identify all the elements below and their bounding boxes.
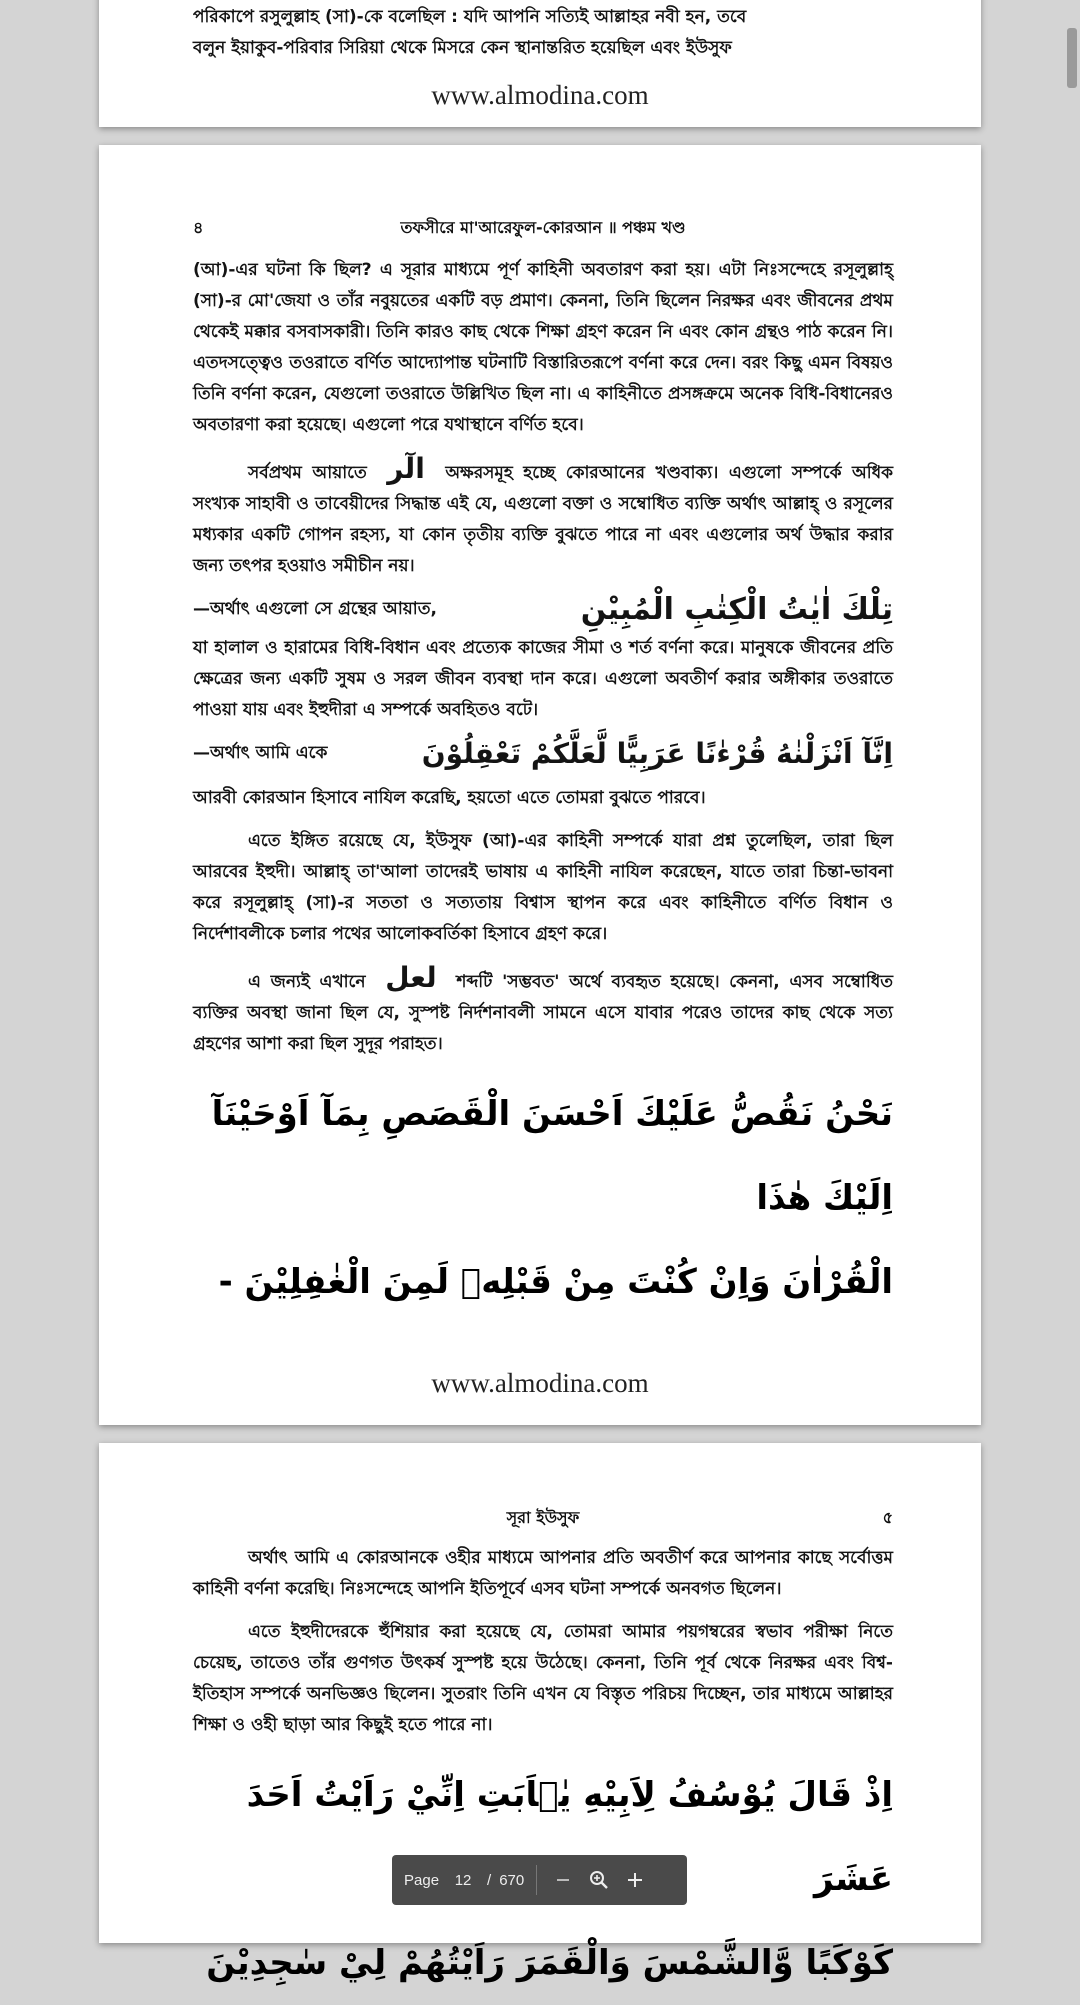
ayah-line: الْقُرْاٰنَ وَاِنْ كُنْتَ مِنْ قَبْلِهٖ لَمِنَ الْغٰفِلِيْنَ - [218,1262,893,1302]
page-number: ৪ [193,218,204,237]
paragraph: এতে ইহুদীদেরকে হুঁশিয়ার করা হয়েছে যে, তোমরা আমার পয়গম্বরের স্বভাব পরীক্ষা নিতে চেয়েছ, তাতেও তাঁর গুণগত উৎকর্ষ সুস্পষ্ট হয়ে উঠেছে। কেননা, তিনি পূর্ব থেকে নিরক্ষর এবং বিশ্ব-ইতিহাস সম্পর্কে অনভিজ্ঞও ছিলেন। সুতরাং তিনি এখন যে বিস্তৃত পরিচয় দিচ্ছেন, তার মাধ্যমে আল্লাহর শিক্ষা ও ওহী ছাড়া আর কিছুই হতে পারে না। [193,1622,893,1735]
ayah-arabic: تِلْكَ اٰيٰتُ الْكِتٰبِ الْمُبِيْنِ [580,592,893,627]
ayah-arabic-block [193,1072,893,1324]
running-head: তফসীরে মা'আরেফুল-কোরআন ॥ পঞ্চম খণ্ড [400,218,686,237]
text-line: পরিকাপে রসুলুল্লাহ (সা)-কে বলেছিল : যদি আপনি সত্যিই আল্লাহর নবী হন, তবে [193,7,747,27]
zoom-out-button[interactable] [549,1866,577,1894]
minus-icon [555,1872,571,1888]
zoom-fit-button[interactable] [585,1866,613,1894]
pdf-toolbar [392,1855,687,1905]
arabic-inline: الٓر [387,452,425,485]
text-span: শব্দটি 'সম্ভবত' অর্থে ব্যবহৃত হয়েছে। কেননা, এসব সম্বোধিত ব্যক্তির অবস্থা জানা ছিল যে, সুস্পষ্ট নির্দশনাবলী সামনে এসে যাবার পরেও তাদের কাছ থেকে সত্য গ্রহণের আশা করা ছিল সুদূর পরাহত। [193,972,893,1054]
text-span: সর্বপ্রথম আয়াতে [248,463,367,483]
page-number: ৫ [882,1508,893,1527]
paragraph [193,453,893,582]
ayah-line: اِذْ قَالَ يُوْسُفُ لِاَبِيْهِ يٰۤاَبَتِ اِنِّيْ رَاَيْتُ اَحَدَ عَشَرَ [246,1775,893,1899]
arabic-inline: لعل [385,961,437,994]
page-text [193,2,893,64]
zoom-in-button[interactable] [621,1866,649,1894]
page-body [193,1543,893,2005]
paragraph: যা হালাল ও হারামের বিধি-বিধান এবং প্রত্যেক কাজের সীমা ও শর্ত বর্ণনা করে। মানুষকে জীবনের প্রতি ক্ষেত্রের জন্য একটি সুষম ও সরল জীবন ব্যবস্থা দান করে। এগুলো অবতীর্ণ করার অঙ্গীকার তওরাতে পাওয়া যায় এবং ইহুদীরা এ সম্পর্কে অবহিতও বটে। [193,638,893,720]
zoom-controls [537,1855,661,1905]
scrollbar-thumb[interactable] [1067,28,1077,88]
ayah-line [193,594,893,625]
page-separator: / [487,1871,492,1889]
ayah-line: نَحْنُ نَقُصُّ عَلَيْكَ اَحْسَنَ الْقَصَصِ بِمَآ اَوْحَيْنَآ اِلَيْكَ هٰذَا [211,1094,893,1218]
total-pages: 670 [499,1871,525,1889]
text-span: এ জন্যই এখানে [248,972,366,992]
ayah-line [193,738,893,769]
page-indicator [392,1855,536,1905]
running-head: সূরা ইউসুফ [506,1508,580,1527]
text-span: অক্ষরসমূহ হচ্ছে কোরআনের খণ্ডবাক্য। এগুলো সম্পর্কে অধিক সংখ্যক সাহাবী ও তাবেয়ীদের সিদ্ধান্ত এই যে, এগুলো বক্তা ও সম্বোধিত ব্যক্তি অর্থাৎ আল্লাহ্ ও রসূলের মধ্যকার একটি গোপন রহস্য, যা কোন তৃতীয় ব্যক্তি বুঝতে পারে না এবং এগুলোর অর্থ উদ্ধার করার জন্য তৎপর হওয়াও সমীচীন নয়। [193,463,894,576]
page-label: Page [404,1871,440,1889]
page-footer-url: www.almodina.com [431,80,649,110]
page-number-input[interactable] [447,1867,479,1893]
ayah-arabic: اِنَّآ اَنْزَلْنٰهُ قُرْءٰنًا عَرَبِيًّا لَّعَلَّكُمْ تَعْقِلُوْنَ [421,737,893,770]
vertical-scrollbar[interactable] [1064,0,1080,1920]
paragraph: অর্থাৎ আমি এ কোরআনকে ওহীর মাধ্যমে আপনার প্রতি অবতীর্ণ করে আপনার কাছে সর্বোত্তম কাহিনী বর্ণনা করেছি। নিঃসন্দেহে আপনি ইতিপূর্বে এসব ঘটনা সম্পর্কে অনবগত ছিলেন। [193,1548,893,1599]
paragraph: (আ)-এর ঘটনা কি ছিল? এ সূরার মাধ্যমে পূর্ণ কাহিনী অবতারণ করা হয়। এটা নিঃসন্দেহে রসূলুল্লাহ্ (সা)-র মো'জেযা ও তাঁর নবুয়তের একটি বড় প্রমাণ। কেননা, তিনি ছিলেন নিরক্ষর এবং জীবনের প্রথম থেকেই মক্কার বসবাসকারী। তিনি কারও কাছ থেকে শিক্ষা গ্রহণ করেন নি এবং কোন গ্রন্থও পাঠ করেন নি। এতদসত্ত্বেও তওরাতে বর্ণিত আদ্যোপান্ত ঘটনাটি বিস্তারিতরূপে বর্ণনা করে দেন। বরং কিছু এমন বিষয়ও তিনি বর্ণনা করেন, যেগুলো তওরাতে উল্লিখিত ছিল না। এ কাহিনীতে প্রসঙ্গক্রমে অনেক বিধি-বিধানেরও অবতারণা করা হয়েছে। এগুলো পরে যথাস্থানে বর্ণিত হবে। [193,260,893,435]
paragraph: এতে ইঙ্গিত রয়েছে যে, ইউসুফ (আ)-এর কাহিনী সম্পর্কে যারা প্রশ্ন তুলেছিল, তারা ছিল আরবের ইহুদী। আল্লাহ্ তা'আলা তাদেরই ভাষায় এ কাহিনী নাযিল করেছেন, যাতে তারা চিন্তা-ভাবনা করে রসূলুল্লাহ্ (সা)-র সততা ও সত্যতায় বিশ্বাস স্থাপন করে এবং কাহিনীতে বর্ণিত বিধান ও নির্দেশাবলীকে চলার পথের আলোকবর্তিকা হিসাবে গ্রহণ করে। [193,831,893,944]
page-body [193,255,893,1324]
magnifier-icon [589,1870,609,1890]
page-footer-url: www.almodina.com [431,1368,649,1398]
ayah-translation-start: —অর্থাৎ এগুলো সে গ্রন্থের আয়াত, [193,599,437,619]
text-line: বলুন ইয়াকুব-পরিবার সিরিয়া থেকে মিসরে কেন স্থানান্তরিত হয়েছিল এবং ইউসুফ [193,38,732,58]
plus-icon [626,1871,644,1889]
ayah-line: كَوْكَبًا وَّالشَّمْسَ وَالْقَمَرَ رَاَيْتُهُمْ لِيْ سٰجِدِيْنَ [206,1943,893,1983]
paragraph: আরবী কোরআন হিসাবে নাযিল করেছি, হয়তো এতে তোমরা বুঝতে পারবে। [193,788,706,808]
paragraph [193,962,893,1060]
pdf-page-previous [99,0,981,127]
ayah-translation-start: —অর্থাৎ আমি একে [193,743,328,763]
pdf-page-current [99,145,981,1425]
